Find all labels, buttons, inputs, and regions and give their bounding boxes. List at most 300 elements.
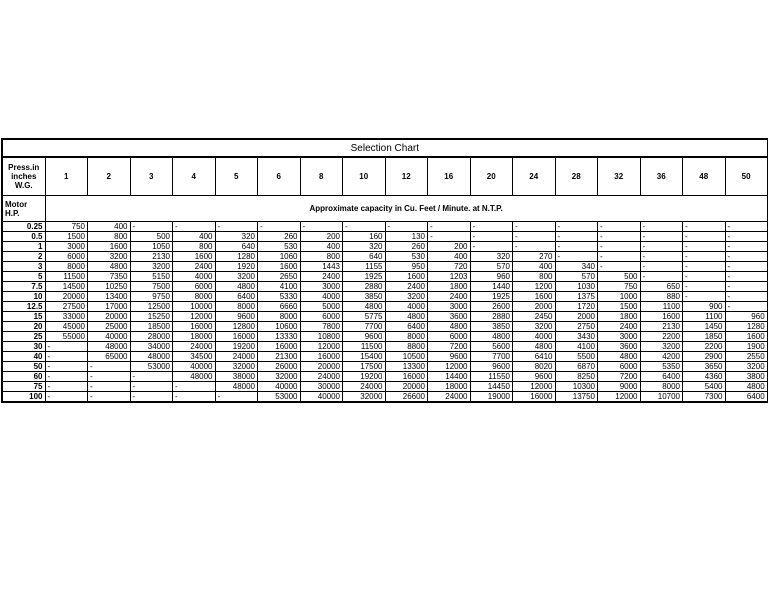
motor-hp-cell: 12.5 [2, 302, 45, 312]
capacity-cell: 9750 [130, 292, 173, 302]
capacity-cell: 13400 [88, 292, 131, 302]
capacity-cell: 3650 [683, 362, 726, 372]
capacity-cell: - [513, 242, 556, 252]
capacity-cell: 24000 [300, 372, 343, 382]
capacity-cell: 12500 [130, 302, 173, 312]
table-row [2, 302, 768, 312]
capacity-cell: 400 [513, 262, 556, 272]
capacity-cell: 7300 [683, 392, 726, 403]
capacity-cell: 950 [385, 262, 428, 272]
capacity-cell: 8000 [258, 312, 301, 322]
capacity-cell: 4800 [343, 302, 386, 312]
capacity-cell: 48000 [130, 352, 173, 362]
capacity-cell: 3200 [130, 262, 173, 272]
capacity-cell: 27500 [45, 302, 88, 312]
capacity-cell: 320 [470, 252, 513, 262]
capacity-cell: 960 [725, 312, 768, 322]
capacity-cell: - [598, 242, 641, 252]
capacity-cell: - [725, 232, 768, 242]
motor-hp-cell: 2 [2, 252, 45, 262]
capacity-cell: 160 [343, 232, 386, 242]
table-row [2, 242, 768, 252]
capacity-cell: 10600 [258, 322, 301, 332]
capacity-cell: 48000 [215, 382, 258, 392]
capacity-cell: 1203 [428, 272, 471, 282]
capacity-cell: 400 [300, 242, 343, 252]
capacity-cell: - [725, 302, 768, 312]
capacity-cell: 400 [428, 252, 471, 262]
capacity-cell: 2200 [683, 342, 726, 352]
capacity-cell: 1280 [215, 252, 258, 262]
capacity-cell: 270 [513, 252, 556, 262]
capacity-cell: 16000 [300, 352, 343, 362]
capacity-cell: 15250 [130, 312, 173, 322]
capacity-cell: - [88, 392, 131, 403]
capacity-cell: 7700 [343, 322, 386, 332]
capacity-cell: 500 [598, 272, 641, 282]
capacity-cell: 1900 [725, 342, 768, 352]
table-row [2, 272, 768, 282]
capacity-cell: 16000 [513, 392, 556, 403]
capacity-cell: 20000 [88, 312, 131, 322]
capacity-cell: 1925 [470, 292, 513, 302]
capacity-cell: 16000 [258, 342, 301, 352]
capacity-cell: 3000 [45, 242, 88, 252]
pressure-column-header: 28 [555, 157, 598, 196]
capacity-cell: 11500 [343, 342, 386, 352]
capacity-cell: 40000 [173, 362, 216, 372]
capacity-cell: 2880 [343, 282, 386, 292]
capacity-cell: 1920 [215, 262, 258, 272]
capacity-cell: - [130, 372, 173, 382]
table-row [2, 312, 768, 322]
capacity-cell: 8000 [215, 302, 258, 312]
capacity-cell: 13300 [385, 362, 428, 372]
capacity-cell: 1450 [683, 322, 726, 332]
capacity-cell: 4800 [88, 262, 131, 272]
table-row [2, 282, 768, 292]
table-row [2, 262, 768, 272]
chart-title: Selection Chart [2, 139, 768, 157]
capacity-cell: 6410 [513, 352, 556, 362]
capacity-cell: 2400 [598, 322, 641, 332]
capacity-cell: 19000 [470, 392, 513, 403]
capacity-cell: 2650 [258, 272, 301, 282]
capacity-cell: - [683, 252, 726, 262]
capacity-cell: 1800 [598, 312, 641, 322]
capacity-cell: 130 [385, 232, 428, 242]
capacity-cell: 7200 [428, 342, 471, 352]
capacity-cell: 8000 [45, 262, 88, 272]
motor-hp-cell: 25 [2, 332, 45, 342]
capacity-cell: 4800 [598, 352, 641, 362]
capacity-cell: 15400 [343, 352, 386, 362]
capacity-cell: 530 [258, 242, 301, 252]
capacity-cell: - [343, 222, 386, 232]
table-row [2, 252, 768, 262]
capacity-cell: 40000 [300, 392, 343, 403]
capacity-cell: 12000 [598, 392, 641, 403]
capacity-cell: 260 [385, 242, 428, 252]
capacity-cell: 2400 [173, 262, 216, 272]
capacity-cell: - [173, 222, 216, 232]
capacity-cell: 13330 [258, 332, 301, 342]
capacity-cell: 12000 [513, 382, 556, 392]
capacity-cell: 10000 [173, 302, 216, 312]
pressure-header-row [2, 157, 768, 196]
capacity-cell: 19200 [343, 372, 386, 382]
capacity-cell: - [88, 382, 131, 392]
capacity-cell: 6000 [428, 332, 471, 342]
capacity-cell: 10700 [640, 392, 683, 403]
capacity-cell: - [130, 382, 173, 392]
capacity-cell: 1050 [130, 242, 173, 252]
pressure-column-header: 3 [130, 157, 173, 196]
capacity-cell: - [300, 222, 343, 232]
capacity-cell: 17500 [343, 362, 386, 372]
table-row [2, 222, 768, 232]
capacity-cell: 8000 [640, 382, 683, 392]
capacity-cell: 1500 [598, 302, 641, 312]
capacity-cell: 21300 [258, 352, 301, 362]
capacity-cell: - [725, 222, 768, 232]
pressure-label: Press.in inches W.G. [2, 157, 45, 196]
pressure-column-header: 6 [258, 157, 301, 196]
capacity-cell: 1600 [725, 332, 768, 342]
capacity-cell: 1500 [45, 232, 88, 242]
capacity-cell: 3200 [640, 342, 683, 352]
capacity-cell: 1720 [555, 302, 598, 312]
capacity-cell: 20000 [300, 362, 343, 372]
capacity-cell: 55000 [45, 332, 88, 342]
capacity-cell: 14500 [45, 282, 88, 292]
motor-hp-cell: 20 [2, 322, 45, 332]
capacity-cell: - [725, 282, 768, 292]
capacity-cell: - [470, 232, 513, 242]
capacity-cell: 3200 [513, 322, 556, 332]
capacity-cell: - [215, 392, 258, 403]
capacity-cell: - [258, 222, 301, 232]
capacity-cell: 4100 [555, 342, 598, 352]
capacity-cell: 6400 [385, 322, 428, 332]
capacity-cell: - [173, 392, 216, 403]
capacity-cell: 12000 [428, 362, 471, 372]
capacity-cell: 3430 [555, 332, 598, 342]
capacity-cell: 7800 [300, 322, 343, 332]
capacity-cell: 2000 [555, 312, 598, 322]
capacity-cell: 1600 [173, 252, 216, 262]
capacity-cell: 40000 [258, 382, 301, 392]
capacity-cell: - [555, 252, 598, 262]
capacity-cell: 2600 [470, 302, 513, 312]
capacity-cell: - [598, 252, 641, 262]
capacity-cell: 530 [385, 252, 428, 262]
capacity-cell: 4000 [385, 302, 428, 312]
capacity-cell: 65000 [88, 352, 131, 362]
capacity-cell: 6400 [640, 372, 683, 382]
capacity-cell: 9600 [428, 352, 471, 362]
capacity-cell: - [683, 292, 726, 302]
capacity-cell: 4200 [640, 352, 683, 362]
capacity-cell: - [428, 222, 471, 232]
capacity-cell: 2000 [513, 302, 556, 312]
capacity-cell: 3800 [725, 372, 768, 382]
capacity-cell: - [173, 382, 216, 392]
capacity-cell: 2200 [640, 332, 683, 342]
capacity-cell: 1800 [428, 282, 471, 292]
capacity-cell: 3000 [428, 302, 471, 312]
capacity-cell: 3200 [385, 292, 428, 302]
capacity-cell: 200 [300, 232, 343, 242]
capacity-cell: - [215, 222, 258, 232]
motor-hp-cell: 30 [2, 342, 45, 352]
capacity-cell: 2450 [513, 312, 556, 322]
capacity-cell: 24000 [173, 342, 216, 352]
capacity-cell: 40000 [88, 332, 131, 342]
capacity-cell: - [725, 252, 768, 262]
capacity-cell: 260 [258, 232, 301, 242]
capacity-cell: - [725, 292, 768, 302]
capacity-cell: 10300 [555, 382, 598, 392]
capacity-cell: 3000 [300, 282, 343, 292]
capacity-cell: - [555, 222, 598, 232]
pressure-column-header: 20 [470, 157, 513, 196]
capacity-cell: 570 [470, 262, 513, 272]
capacity-cell: 6000 [173, 282, 216, 292]
capacity-cell: - [725, 242, 768, 252]
capacity-cell: 8020 [513, 362, 556, 372]
capacity-cell: 3200 [88, 252, 131, 262]
capacity-cell: 12800 [215, 322, 258, 332]
capacity-cell: 800 [513, 272, 556, 282]
capacity-cell: 7350 [88, 272, 131, 282]
capacity-cell: 5350 [640, 362, 683, 372]
capacity-cell: 1850 [683, 332, 726, 342]
capacity-cell: 9600 [215, 312, 258, 322]
capacity-cell: 3200 [725, 362, 768, 372]
capacity-cell: - [513, 232, 556, 242]
capacity-cell: 9000 [598, 382, 641, 392]
capacity-cell: - [683, 232, 726, 242]
capacity-cell: - [45, 382, 88, 392]
capacity-cell: 650 [640, 282, 683, 292]
capacity-cell: 25000 [88, 322, 131, 332]
capacity-cell: 1600 [385, 272, 428, 282]
capacity-cell: 28000 [130, 332, 173, 342]
capacity-cell: 4800 [513, 342, 556, 352]
capacity-cell: - [640, 232, 683, 242]
capacity-cell: 45000 [45, 322, 88, 332]
capacity-cell: 1600 [258, 262, 301, 272]
capacity-cell: - [598, 262, 641, 272]
capacity-cell: 16000 [385, 372, 428, 382]
capacity-cell: 2550 [725, 352, 768, 362]
pressure-column-header: 48 [683, 157, 726, 196]
capacity-cell: - [683, 282, 726, 292]
capacity-cell: 7200 [598, 372, 641, 382]
capacity-cell: - [598, 232, 641, 242]
capacity-cell: 8800 [385, 342, 428, 352]
capacity-cell: 24000 [343, 382, 386, 392]
capacity-cell: - [130, 222, 173, 232]
capacity-cell: 4800 [385, 312, 428, 322]
capacity-cell: 2400 [300, 272, 343, 282]
capacity-cell: 880 [640, 292, 683, 302]
capacity-cell: 48000 [173, 372, 216, 382]
capacity-cell: 1000 [598, 292, 641, 302]
capacity-cell: 5775 [343, 312, 386, 322]
pressure-column-header: 12 [385, 157, 428, 196]
capacity-cell: 34000 [130, 342, 173, 352]
capacity-cell: 4000 [300, 292, 343, 302]
capacity-cell: - [88, 372, 131, 382]
capacity-cell: 2750 [555, 322, 598, 332]
table-row [2, 362, 768, 372]
capacity-cell: 18000 [173, 332, 216, 342]
capacity-cell: 2130 [130, 252, 173, 262]
capacity-cell: 8000 [385, 332, 428, 342]
capacity-cell: 24000 [215, 352, 258, 362]
capacity-cell: 800 [88, 232, 131, 242]
capacity-cell: 10800 [300, 332, 343, 342]
table-row [2, 352, 768, 362]
motor-hp-cell: 10 [2, 292, 45, 302]
capacity-cell: 53000 [130, 362, 173, 372]
capacity-cell: - [683, 262, 726, 272]
capacity-cell: 7500 [130, 282, 173, 292]
capacity-cell: 2400 [428, 292, 471, 302]
motor-hp-cell: 7.5 [2, 282, 45, 292]
table-row [2, 392, 768, 403]
capacity-cell: 1600 [640, 312, 683, 322]
pressure-column-header: 16 [428, 157, 471, 196]
capacity-cell: 9600 [513, 372, 556, 382]
capacity-cell: 12000 [173, 312, 216, 322]
capacity-cell: 720 [428, 262, 471, 272]
capacity-cell: 1443 [300, 262, 343, 272]
capacity-cell: 6660 [258, 302, 301, 312]
capacity-cell: 6000 [598, 362, 641, 372]
capacity-cell: - [725, 272, 768, 282]
capacity-cell: 400 [88, 222, 131, 232]
capacity-cell: 3600 [598, 342, 641, 352]
capacity-cell: - [45, 362, 88, 372]
capacity-cell: 16000 [173, 322, 216, 332]
capacity-cell: 340 [555, 262, 598, 272]
capacity-cell: - [45, 352, 88, 362]
capacity-cell: 5400 [683, 382, 726, 392]
pressure-column-header: 8 [300, 157, 343, 196]
motor-hp-cell: 1 [2, 242, 45, 252]
pressure-column-header: 1 [45, 157, 88, 196]
capacity-cell: - [683, 242, 726, 252]
capacity-cell: - [555, 232, 598, 242]
capacity-cell: 5330 [258, 292, 301, 302]
capacity-cell: 7700 [470, 352, 513, 362]
capacity-cell: - [683, 222, 726, 232]
capacity-cell: 1060 [258, 252, 301, 262]
capacity-cell: 4800 [215, 282, 258, 292]
capacity-cell: - [640, 252, 683, 262]
capacity-cell: 18000 [428, 382, 471, 392]
pressure-column-header: 5 [215, 157, 258, 196]
table-row [2, 372, 768, 382]
capacity-cell: 14450 [470, 382, 513, 392]
capacity-cell: 4000 [173, 272, 216, 282]
capacity-cell: 1100 [640, 302, 683, 312]
motor-hp-cell: 15 [2, 312, 45, 322]
capacity-cell: 900 [683, 302, 726, 312]
capacity-cell: 4360 [683, 372, 726, 382]
capacity-cell: 1280 [725, 322, 768, 332]
motor-hp-label: Motor H.P. [2, 196, 45, 222]
capacity-cell: - [725, 262, 768, 272]
capacity-cell: 750 [598, 282, 641, 292]
table-row [2, 322, 768, 332]
capacity-cell: 20000 [385, 382, 428, 392]
motor-hp-cell: 100 [2, 392, 45, 403]
capacity-cell: 24000 [428, 392, 471, 403]
capacity-cell: 2400 [385, 282, 428, 292]
capacity-cell: 200 [428, 242, 471, 252]
capacity-cell: - [428, 232, 471, 242]
table-row [2, 342, 768, 352]
capacity-cell: 1440 [470, 282, 513, 292]
capacity-cell: 4000 [513, 332, 556, 342]
capacity-cell: 12000 [300, 342, 343, 352]
capacity-cell: 3850 [343, 292, 386, 302]
capacity-cell: 11550 [470, 372, 513, 382]
capacity-caption: Approximate capacity in Cu. Feet / Minute. at N.T.P. [45, 196, 768, 222]
capacity-cell: - [683, 272, 726, 282]
pressure-column-header: 32 [598, 157, 641, 196]
capacity-cell: 38000 [215, 372, 258, 382]
capacity-cell: - [45, 342, 88, 352]
capacity-cell: 16000 [215, 332, 258, 342]
capacity-cell: 10500 [385, 352, 428, 362]
capacity-cell: 5000 [300, 302, 343, 312]
capacity-cell: - [470, 222, 513, 232]
capacity-cell: - [385, 222, 428, 232]
capacity-cell: - [88, 362, 131, 372]
capacity-cell: 32000 [258, 372, 301, 382]
capacity-cell: 5150 [130, 272, 173, 282]
capacity-cell: 3600 [428, 312, 471, 322]
capacity-cell: - [640, 242, 683, 252]
selection-chart-table [1, 138, 768, 403]
capacity-cell: 750 [45, 222, 88, 232]
capacity-cell: - [130, 392, 173, 403]
motor-hp-cell: 75 [2, 382, 45, 392]
capacity-cell: 32000 [215, 362, 258, 372]
capacity-cell: 32000 [343, 392, 386, 403]
motor-hp-cell: 5 [2, 272, 45, 282]
table-row [2, 292, 768, 302]
motor-header-row [2, 196, 768, 222]
capacity-cell: - [45, 392, 88, 403]
motor-hp-cell: 0.25 [2, 222, 45, 232]
capacity-cell: 53000 [258, 392, 301, 403]
motor-hp-cell: 60 [2, 372, 45, 382]
capacity-cell: 10250 [88, 282, 131, 292]
capacity-cell: 11500 [45, 272, 88, 282]
capacity-cell: 26600 [385, 392, 428, 403]
table-row [2, 232, 768, 242]
motor-hp-cell: 40 [2, 352, 45, 362]
capacity-cell: 19200 [215, 342, 258, 352]
capacity-cell: 5500 [555, 352, 598, 362]
capacity-cell: 640 [343, 252, 386, 262]
